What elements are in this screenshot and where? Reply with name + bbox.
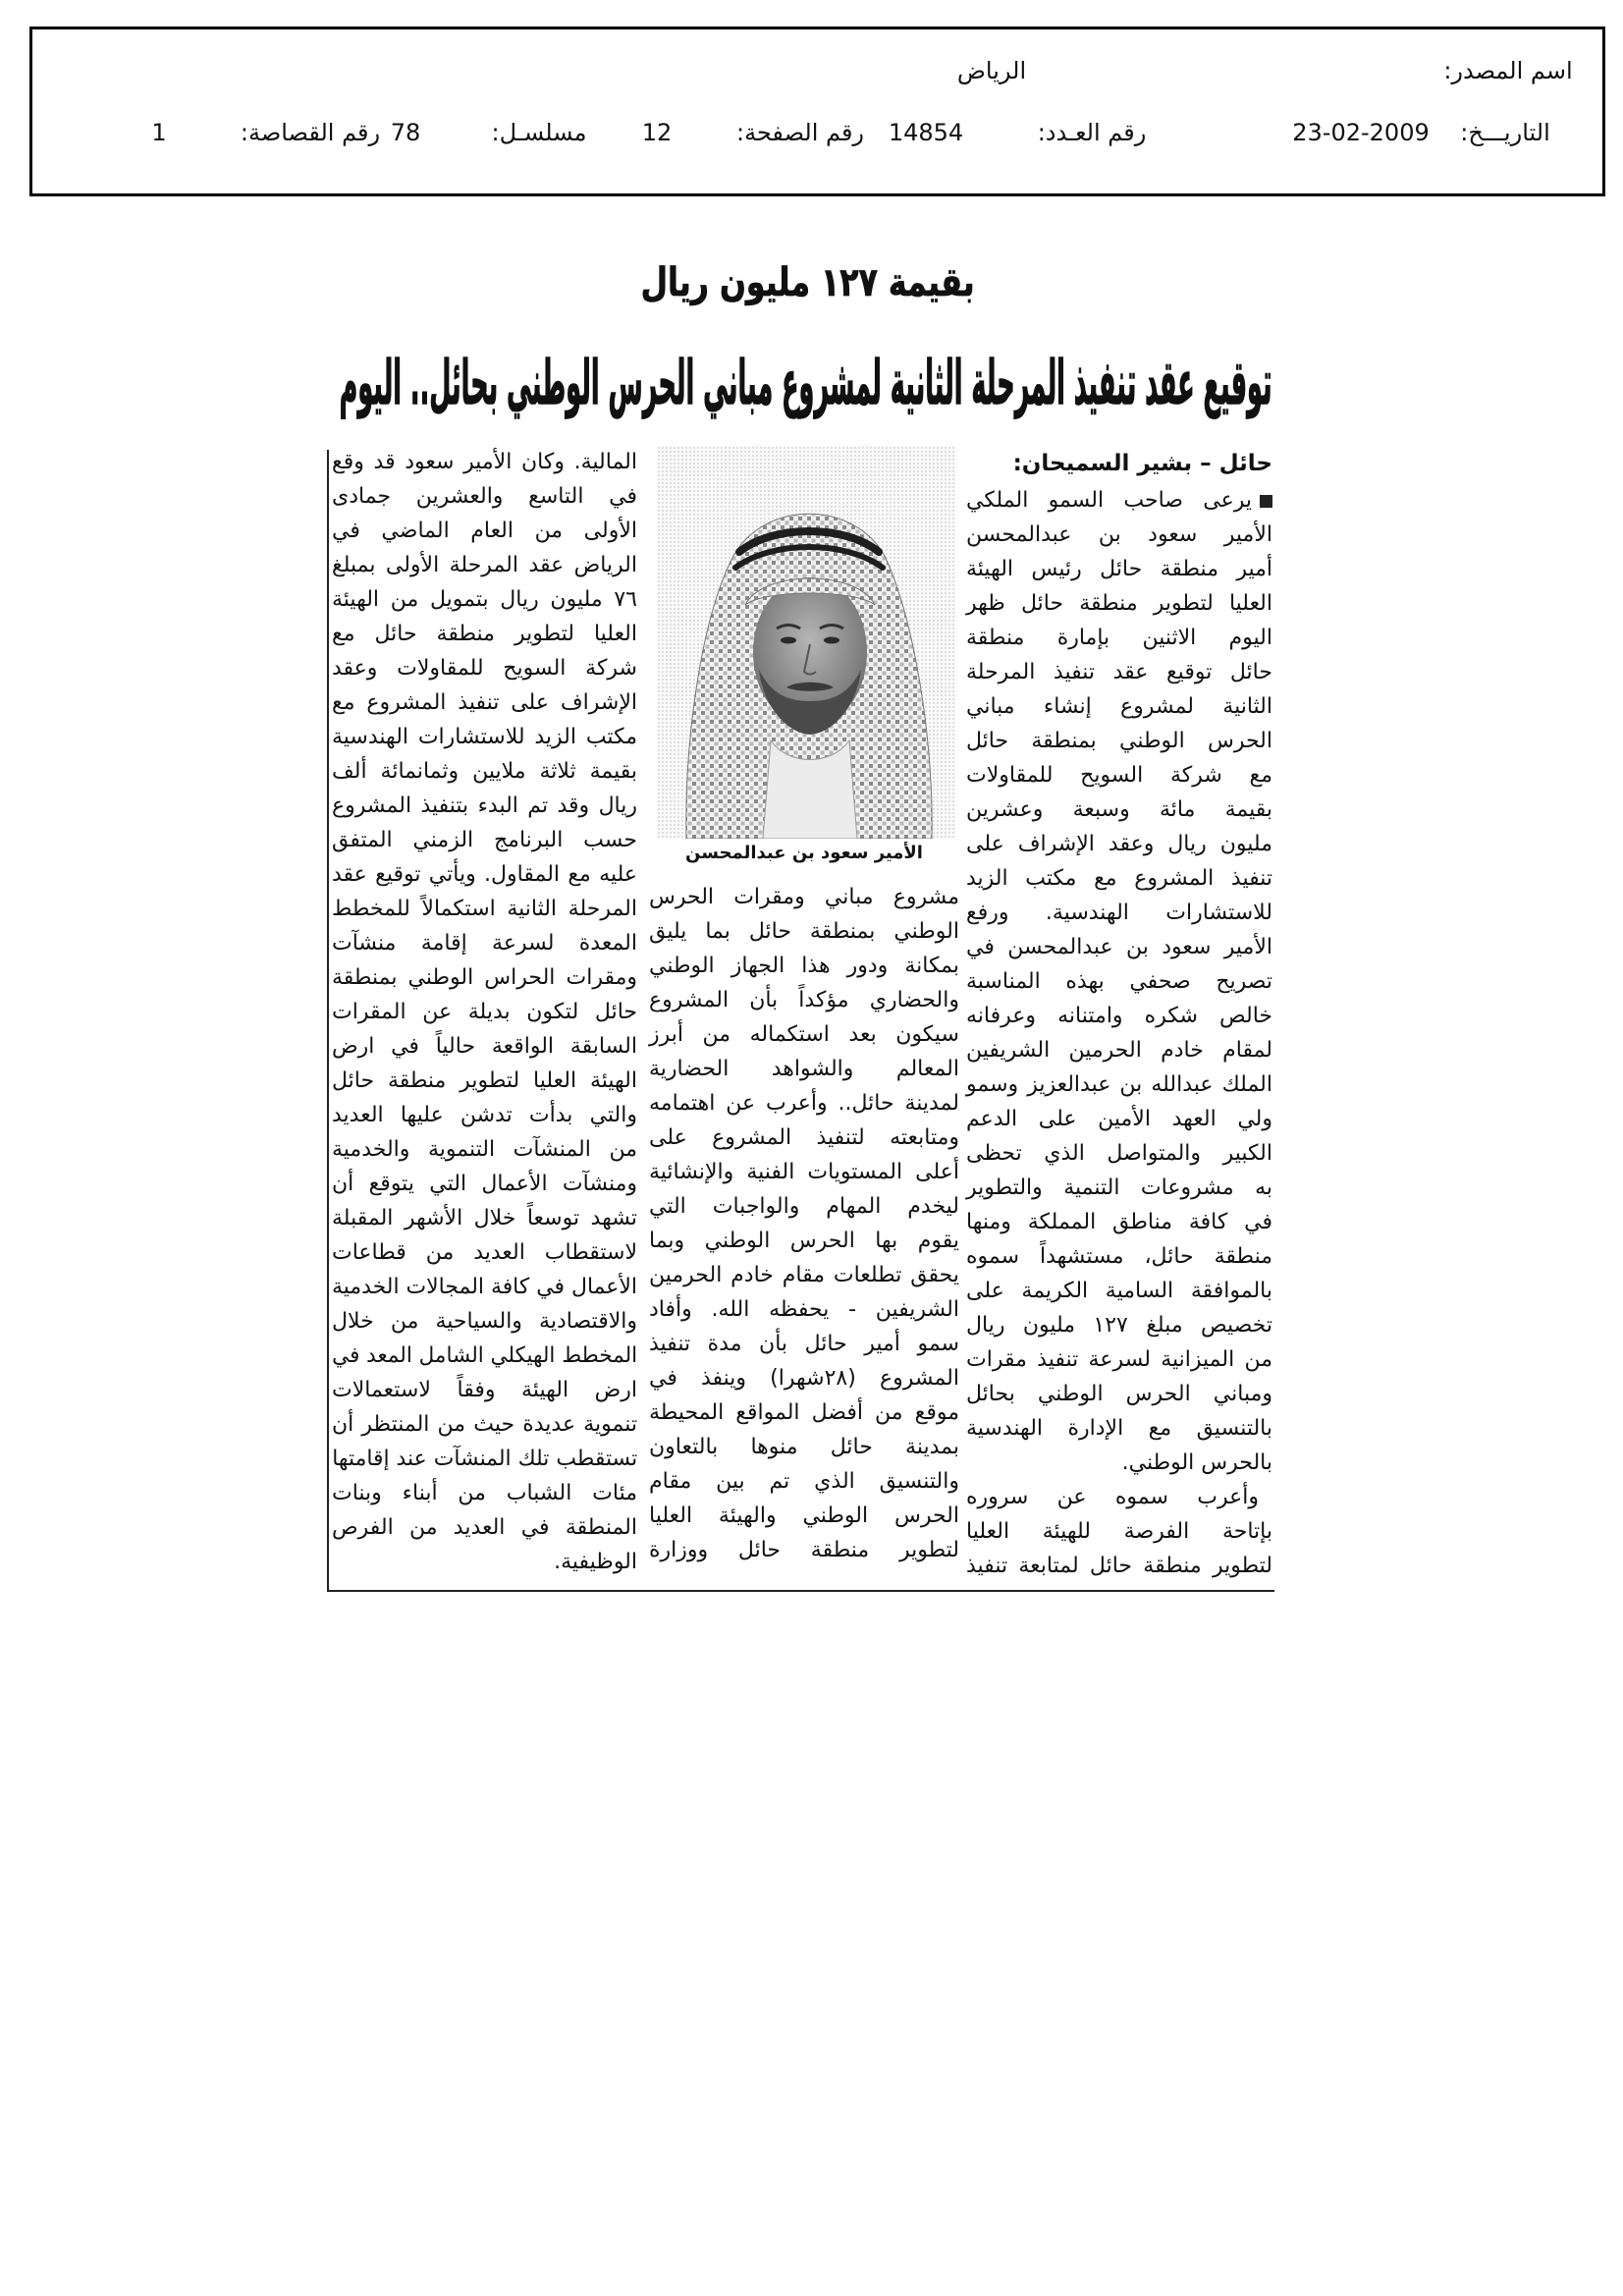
text-line (332, 1545, 637, 1579)
serial-value: 78 (390, 119, 421, 146)
text-line-text: الوظيفية. (554, 1550, 637, 1574)
text-line (649, 1052, 959, 1086)
text-line (332, 857, 637, 892)
source-value: الرياض (956, 57, 1027, 84)
text-line (649, 1464, 959, 1499)
text-line (966, 861, 1272, 896)
article-headline-text: توقيع عقد تنفيذ المرحلة الثانية لمشروع مباني الحرس الوطني بحائل.. اليوم (340, 347, 1272, 418)
text-line-text: في التاسع والعشرين جمادى (332, 484, 637, 509)
text-line-text: لاستقطاب العديد من قطاعات (332, 1240, 637, 1265)
text-line (966, 1514, 1272, 1549)
text-line (332, 617, 637, 651)
clipping-header-box (29, 27, 1605, 196)
text-line-text: حائل توقيع عقد تنفيذ المرحلة (966, 660, 1272, 684)
text-line (966, 1446, 1272, 1480)
text-line (966, 1067, 1272, 1102)
article-bottom-rule (327, 1590, 1274, 1592)
text-line-text: المخطط الهيكلي الشامل المعد في (332, 1343, 637, 1368)
text-line-text: لتطوير منطقة حائل ووزارة (649, 1538, 959, 1562)
text-line (966, 1342, 1272, 1377)
date-label: التاريـــخ: (1460, 119, 1550, 146)
text-line (332, 479, 637, 514)
text-line-text: بالحرس الوطني. (1121, 1450, 1272, 1475)
text-line (966, 964, 1272, 999)
text-line-text: بإتاحة الفرصة للهيئة العليا (966, 1519, 1272, 1544)
text-line-text: الأولى من العام الماضي في (332, 519, 637, 543)
text-line-text: العليا لتطوير منطقة حائل ظهر (966, 591, 1272, 616)
text-line-text: تشهد توسعاً خلال الأشهر المقبلة (332, 1206, 637, 1230)
text-line-text: الأمير سعود بن عبدالمحسن (966, 522, 1272, 547)
text-line-text: منطقة حائل، مستشهداً سموه (966, 1244, 1272, 1269)
text-line-text: العليا لتطوير منطقة حائل مع (332, 622, 637, 646)
source-label: اسم المصدر: (1443, 57, 1573, 84)
text-line-text: للاستشارات الهندسية. ورفع (966, 901, 1272, 925)
lead-line (966, 483, 1272, 518)
text-line-text: الرياض عقد المرحلة الأولى بمبلغ (332, 553, 637, 577)
text-line (332, 1339, 637, 1373)
text-line (332, 1407, 637, 1442)
text-line (332, 445, 637, 479)
text-line (966, 793, 1272, 827)
text-line (332, 754, 637, 789)
text-line-text: حسب البرنامج الزمني المتفق (332, 828, 637, 852)
text-line (649, 983, 959, 1017)
text-line-text: من الميزانية لسرعة تنفيذ مقرات (966, 1347, 1272, 1372)
text-line (966, 930, 1272, 964)
text-line-text: الشريفين - يحفظه الله. وأفاد (649, 1297, 959, 1322)
text-line-text: المنطقة في العديد من الفرص (332, 1515, 637, 1540)
portrait-photo (657, 446, 956, 839)
text-line-text: لمدينة حائل.. وأعرب عن اهتمامه (649, 1091, 959, 1116)
text-line (649, 1499, 959, 1533)
text-line (332, 823, 637, 857)
text-line (649, 1430, 959, 1464)
text-line (966, 1205, 1272, 1239)
text-line (649, 1292, 959, 1327)
text-line (332, 1442, 637, 1476)
text-line-text: لتطوير منطقة حائل لمتابعة تنفيذ (966, 1554, 1272, 1578)
text-line-text: ومباني الحرس الوطني بحائل (966, 1382, 1272, 1406)
photo-caption: الأمير سعود بن عبدالمحسن (685, 843, 923, 863)
text-line-text: الكبير والمتواصل الذي تحظى (966, 1141, 1272, 1166)
text-line-text: يحقق تطلعات مقام خادم الحرمين (649, 1263, 959, 1287)
text-line (649, 1086, 959, 1121)
text-line-text: الإشراف على تنفيذ المشروع مع (332, 690, 637, 715)
text-line (966, 552, 1272, 586)
text-line (966, 724, 1272, 758)
text-line-text: ريال وقد تم البدء بتنفيذ المشروع (332, 793, 637, 818)
text-line (966, 1308, 1272, 1342)
text-line (332, 1270, 637, 1304)
text-line-text: عليه مع المقاول. ويأتي توقيع عقد (332, 862, 637, 887)
text-line (332, 1476, 637, 1510)
text-line-text: المعالم والشواهد الحضارية (649, 1057, 959, 1081)
text-line (332, 1304, 637, 1339)
text-line-text: تنفيذ المشروع مع مكتب الزيد (966, 866, 1272, 891)
text-line (966, 1171, 1272, 1205)
text-line (332, 1029, 637, 1064)
text-line (332, 892, 637, 926)
text-line (966, 621, 1272, 655)
byline: حائل – بشير السميحان: (1012, 451, 1272, 476)
text-line (332, 1098, 637, 1132)
article-kicker (641, 257, 975, 308)
text-line-text: تنموية عديدة حيث من المنتظر أن (332, 1412, 637, 1437)
text-line (966, 1102, 1272, 1136)
text-line-text: أمير منطقة حائل رئيس الهيئة (966, 557, 1272, 581)
text-line-text: اليوم الاثنين بإمارة منطقة (966, 626, 1272, 650)
text-line (966, 1239, 1272, 1274)
text-line (649, 1395, 959, 1430)
text-line (649, 1258, 959, 1292)
text-line-text: في كافة مناطق المملكة ومنها (966, 1210, 1272, 1234)
text-line-text: بالتنسيق مع الإدارة الهندسية (966, 1416, 1272, 1441)
text-line-text: بالموافقة السامية الكريمة على (966, 1279, 1272, 1303)
text-line-text: وأعرب سموه عن سروره (966, 1485, 1259, 1509)
text-line (966, 758, 1272, 793)
text-line-text: أعلى المستويات الفنية والإنشائية (649, 1160, 959, 1184)
text-line-text: الهيئة العليا لتطوير منطقة حائل (332, 1068, 637, 1093)
text-line (332, 1064, 637, 1098)
issue-label: رقم العـدد: (1037, 119, 1147, 146)
text-line (332, 651, 637, 685)
text-line (649, 1327, 959, 1361)
text-line (966, 1033, 1272, 1067)
text-line-text: والتي بدأت تدشن عليها العديد (332, 1103, 637, 1127)
text-line-text: من المنشآت التنموية والخدمية (332, 1137, 637, 1162)
text-line (332, 685, 637, 720)
page-label: رقم الصفحة: (735, 119, 865, 146)
text-line (332, 1132, 637, 1167)
text-line (966, 999, 1272, 1033)
column-middle (649, 880, 959, 1567)
text-line (966, 1274, 1272, 1308)
text-line-text: موقع من أفضل المواقع المحيطة (649, 1400, 959, 1425)
square-bullet-icon (1260, 495, 1272, 508)
text-line (332, 1235, 637, 1270)
text-line-text: ومقرات الحراس الوطني بمنطقة (332, 965, 637, 990)
text-line-text: مئات الشباب من أبناء وبنات (332, 1481, 637, 1505)
clip-value: 1 (151, 119, 167, 146)
text-line (649, 1189, 959, 1224)
text-line-text: ٧٦ مليون ريال بتمويل من الهيئة (332, 587, 637, 612)
text-line-text: شركة السويح للمقاولات وعقد (332, 656, 637, 681)
text-line (649, 880, 959, 914)
text-line (332, 720, 637, 754)
text-line-text: المرحلة الثانية استكمالاً للمخطط (332, 897, 637, 921)
text-line-text: مشروع مباني ومقرات الحرس (649, 885, 959, 909)
text-line (966, 1136, 1272, 1171)
text-line (649, 1121, 959, 1155)
lead-text: يرعى صاحب السمو الملكي (966, 488, 1252, 513)
text-line-text: الملك عبدالله بن عبدالعزيز وسمو (966, 1072, 1272, 1097)
text-line (966, 827, 1272, 861)
text-line-text: مكتب الزيد للاستشارات الهندسية (332, 725, 637, 749)
text-line (966, 655, 1272, 689)
text-line-text: السابقة الواقعة حالياً في ارض (332, 1034, 637, 1059)
date-value: 23-02-2009 (1292, 119, 1430, 146)
text-line-text: يقوم بها الحرس الوطني وبما (649, 1229, 959, 1253)
text-line-text: بقيمة ثلاثة ملايين وثمانمائة ألف (332, 759, 637, 784)
text-line (332, 789, 637, 823)
text-line-text: ليخدم المهام والواجبات التي (649, 1194, 959, 1219)
text-line (966, 1411, 1272, 1446)
text-line-text: به مشروعات التنمية والتطوير (966, 1175, 1272, 1200)
text-line-text: الأمير سعود بن عبدالمحسن في (966, 935, 1272, 959)
text-line-text: الأعمال في كافة المجالات الخدمية (332, 1275, 637, 1299)
text-line (332, 995, 637, 1029)
text-line-text: المشروع (٢٨شهرا) وينفذ في (649, 1366, 959, 1391)
text-line-text: مليون ريال وعقد الإشراف على (966, 832, 1272, 856)
article-kicker-text: بقيمة ١٢٧ مليون ريال (641, 260, 975, 305)
text-line-text: والحضاري مؤكداً بأن المشروع (649, 988, 959, 1012)
text-line-text: سمو أمير حائل بأن مدة تنفيذ (649, 1332, 959, 1356)
text-line-text: خالص شكره وامتنانه وعرفانه (966, 1004, 1272, 1028)
text-line (966, 689, 1272, 724)
text-line-text: حائل لتكون بديلة عن المقرات (332, 1000, 637, 1024)
text-line-text: المعدة لسرعة إقامة منشآت (332, 931, 637, 956)
text-line-text: بمدينة حائل منوها بالتعاون (649, 1435, 959, 1459)
text-line (332, 582, 637, 617)
text-line-text: ارض الهيئة وفقاً لاستعمالات (332, 1378, 637, 1402)
text-line (649, 1155, 959, 1189)
text-line-text: تستقطب تلك المنشآت عند إقامتها (332, 1447, 637, 1471)
text-line (649, 1017, 959, 1052)
article-headline (340, 334, 1272, 432)
serial-label: مسلسـل: (491, 119, 587, 146)
text-line-text: بقيمة مائة وسبعة وعشرين (966, 797, 1272, 822)
issue-value: 14854 (888, 119, 964, 146)
text-line-text: ومتابعته لتنفيذ المشروع على (649, 1125, 959, 1150)
column-right (966, 444, 1272, 1583)
text-line (332, 1510, 637, 1545)
text-line-text: سيكون بعد استكماله من أبرز (649, 1022, 959, 1047)
column-left (332, 445, 637, 1579)
text-line (332, 1201, 637, 1235)
text-line (649, 1533, 959, 1567)
text-line-text: تخصيص مبلغ ١٢٧ مليون ريال (966, 1313, 1272, 1338)
text-line (966, 1377, 1272, 1411)
text-line (649, 949, 959, 983)
page-value: 12 (641, 119, 673, 146)
text-line-text: ومنشآت الأعمال التي يتوقع أن (332, 1172, 637, 1196)
text-line-text: بمكانة ودور هذا الجهاز الوطني (649, 954, 959, 978)
text-line (966, 586, 1272, 621)
text-line (966, 896, 1272, 930)
text-line (649, 1224, 959, 1258)
text-line (966, 1480, 1272, 1514)
text-line-text: مع شركة السويح للمقاولات (966, 763, 1272, 788)
text-line-text: الوطني بمنطقة حائل بما يليق (649, 919, 959, 944)
left-eye (781, 637, 796, 644)
text-line-text: والاقتصادية والسياحية من خلال (332, 1309, 637, 1334)
text-line-text: تصريح صحفي بهذه المناسبة (966, 969, 1272, 994)
text-line-text: المالية. وكان الأمير سعود قد وقع (332, 450, 637, 474)
text-line (966, 1549, 1272, 1583)
text-line-text: الثانية لمشروع إنشاء مباني (966, 694, 1272, 719)
text-line (332, 514, 637, 548)
text-line (649, 1361, 959, 1395)
text-line-text: ولي العهد الأمين على الدعم (966, 1107, 1272, 1131)
right-eye (824, 637, 839, 644)
text-line (332, 548, 637, 582)
clip-label: رقم القصاصة: (240, 119, 381, 146)
text-line (332, 926, 637, 960)
text-line (966, 518, 1272, 552)
text-line-text: لمقام خادم الحرمين الشريفين (966, 1038, 1272, 1063)
article-left-rule (327, 450, 329, 1592)
text-line (332, 960, 637, 995)
text-line (649, 914, 959, 949)
text-line-text: الحرس الوطني والهيئة العليا (649, 1503, 959, 1528)
text-line-text: والتنسيق الذي تم بين مقام (649, 1469, 959, 1494)
text-line (332, 1373, 637, 1407)
text-line-text: الحرس الوطني بمنطقة حائل (966, 729, 1272, 753)
text-line (332, 1167, 637, 1201)
